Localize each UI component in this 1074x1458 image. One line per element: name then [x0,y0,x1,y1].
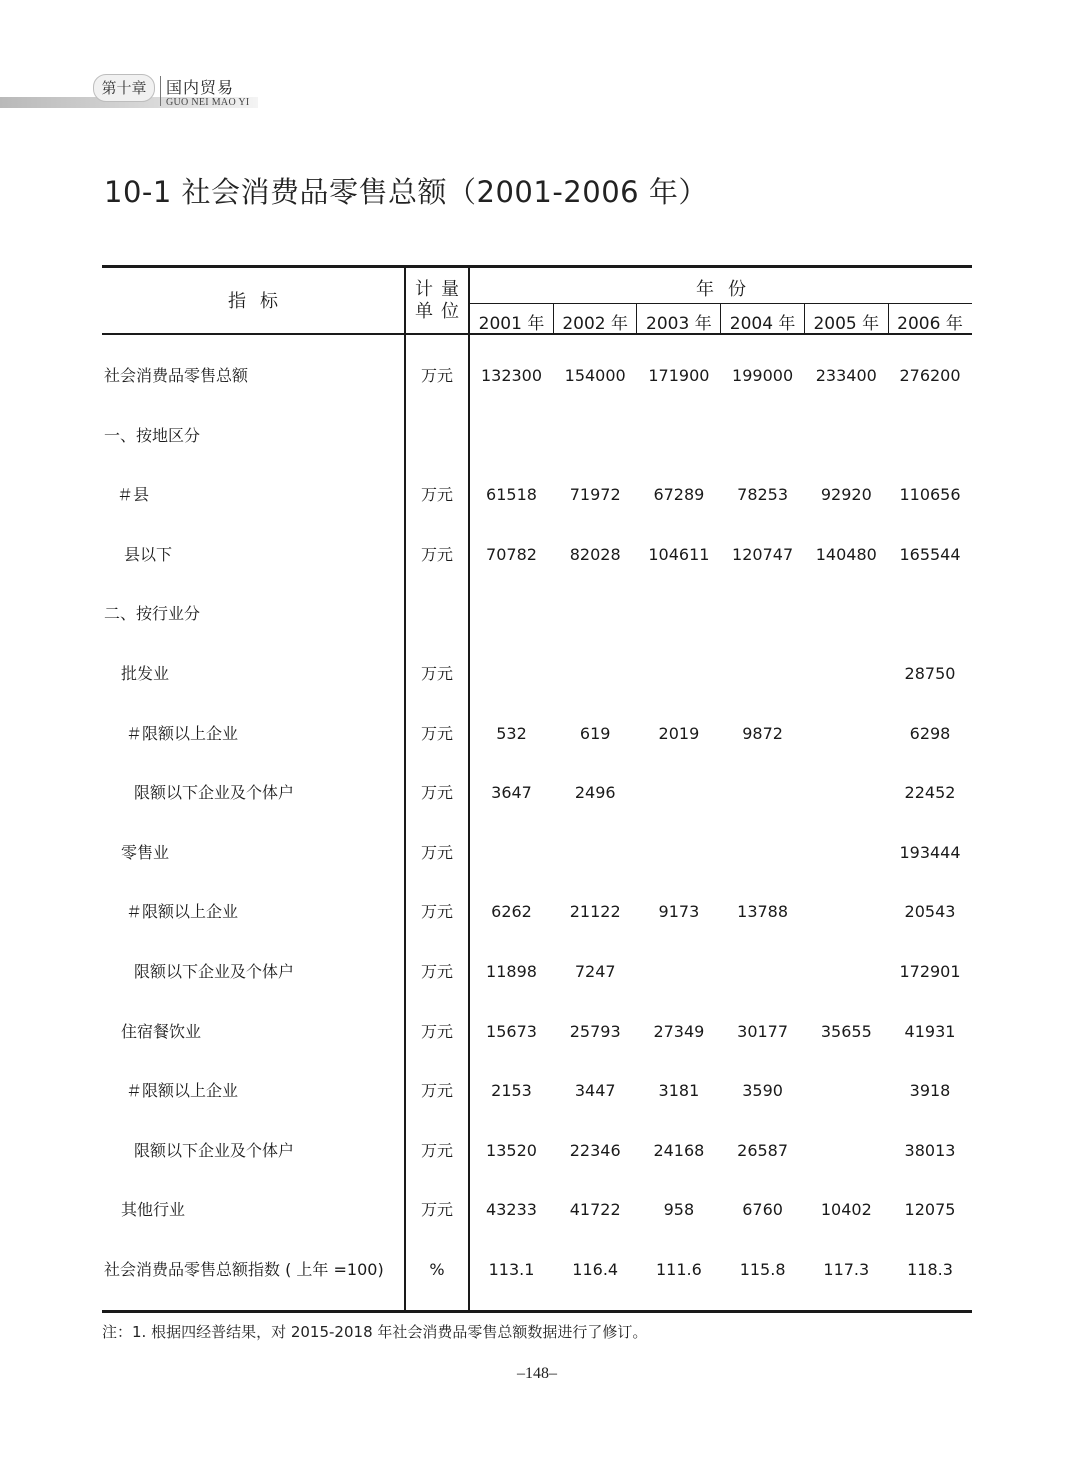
table-cell: 104611 [648,544,710,564]
table-cell: 3590 [742,1081,783,1101]
table-cell: 118.3 [907,1260,953,1279]
row-unit: % [429,1260,445,1279]
table-row [102,599,972,629]
table-cell: 27349 [653,1021,705,1041]
table-row [102,957,972,987]
row-unit: 万元 [420,842,453,862]
year-column-divider [888,303,889,333]
table-cell: 13788 [737,902,789,922]
header-divider [160,76,161,106]
table-cell: 3647 [491,783,532,803]
table-cell: 3447 [574,1081,616,1101]
header-year: 年份 [696,279,760,300]
table-cell: 132300 [480,366,543,385]
table-cell: 110656 [899,485,961,505]
year-header-cell: 2003 年 [646,314,712,334]
table-cell: 117.3 [823,1260,870,1279]
table-row [102,1076,972,1106]
table-cell: 2019 [658,723,700,743]
chapter-subtitle: GUO NEI MAO YI [166,97,250,108]
table-row [102,719,972,749]
year-header-cell: 2002 年 [562,314,629,334]
table-cell: 24168 [653,1140,705,1160]
table-cell: 71972 [569,485,621,505]
table-cell: 116.4 [572,1260,619,1279]
year-column-divider [636,303,637,333]
table-cell: 154000 [564,366,626,385]
table-cell: 35655 [820,1021,872,1041]
table-row [102,778,972,808]
table-cell: 113.1 [488,1260,535,1279]
table-cell: 67289 [653,485,705,505]
year-column-divider [720,303,721,333]
row-label: 社会消费品零售总额 [104,366,249,385]
table-cell: 6760 [742,1200,783,1220]
table-row [102,1195,972,1225]
table-cell: 958 [663,1200,695,1220]
table-row [102,361,972,391]
row-label: 零售业 [121,842,170,862]
table-cell: 78253 [737,485,789,505]
table-row [102,1017,972,1047]
table-cell: 193444 [899,842,961,862]
table-cell: 12075 [904,1200,956,1220]
header-indicator: 指标 [228,291,292,312]
row-label: ＃限额以上企业 [126,723,239,743]
table-cell: 20543 [904,902,956,922]
header-unit-line1: 计量 [415,279,467,300]
table-cell: 28750 [904,664,956,683]
row-label: ＃限额以上企业 [126,1081,239,1101]
year-header-cell: 2001 年 [478,314,545,334]
table-cell: 120747 [732,544,794,564]
row-unit: 万元 [420,1200,453,1220]
chapter-title: 国内贸易 [166,78,235,97]
row-unit: 万元 [420,366,453,385]
table-cell: 115.8 [739,1260,786,1279]
row-unit: 万元 [420,962,453,981]
row-unit: 万元 [420,1140,453,1160]
table-cell: 532 [496,723,527,743]
table-cell: 38013 [904,1140,956,1160]
table-row [102,421,972,451]
row-label: 一、按地区分 [104,425,201,445]
row-unit: 万元 [420,723,453,743]
table-cell: 70782 [486,544,537,564]
table-cell: 3918 [909,1081,951,1101]
table-cell: 15673 [486,1021,537,1041]
row-label: 社会消费品零售总额指数 ( 上年 =100) [104,1260,384,1279]
table-cell: 25793 [569,1021,621,1041]
table-cell: 171900 [648,366,710,385]
header-unit-line2: 单位 [415,301,467,322]
row-label: 批发业 [121,664,170,683]
row-label: ＃县 [117,485,150,505]
table-row [102,1136,972,1166]
table-cell: 9173 [658,902,700,922]
table-cell: 199000 [732,366,794,385]
row-label: ＃限额以上企业 [126,902,239,922]
table-row [102,838,972,868]
table-cell: 2153 [491,1081,532,1101]
table-cell: 41931 [904,1021,956,1041]
row-label: 限额以下企业及个体户 [134,783,295,803]
page-number: –148– [517,1365,557,1382]
table-cell: 11898 [486,962,537,981]
table-cell: 233400 [815,366,877,385]
table-row [102,659,972,689]
row-label: 限额以下企业及个体户 [134,1140,295,1160]
table-cell: 13520 [486,1140,537,1160]
row-unit: 万元 [420,664,453,683]
table-cell: 6262 [491,902,532,922]
header-unit [406,279,468,323]
table-cell: 165544 [899,544,961,564]
table-cell: 619 [579,723,611,743]
table-cell: 172901 [899,962,961,981]
table-cell: 26587 [737,1140,789,1160]
table-cell: 9872 [742,723,783,743]
table-row [102,1255,972,1285]
table-row [102,480,972,510]
table-cell: 82028 [569,544,621,564]
table-cell: 92920 [820,485,872,505]
table-bottom-rule [102,1310,972,1313]
table-cell: 22346 [569,1140,621,1160]
footnote: 注：1. 根据四经普结果，对 2015-2018 年社会消费品零售总额数据进行了修订。 [102,1323,648,1341]
row-unit: 万元 [420,902,453,922]
table-cell: 7247 [574,962,616,981]
table-cell: 10402 [820,1200,872,1220]
table-cell: 140480 [815,544,877,564]
table-cell: 6298 [909,723,951,743]
table-row [102,897,972,927]
year-column-divider [553,303,554,333]
table-top-rule [102,265,972,268]
row-unit: 万元 [420,783,453,803]
row-label: 限额以下企业及个体户 [134,962,295,981]
row-unit: 万元 [420,485,453,505]
table-cell: 61518 [486,485,537,505]
chapter-badge: 第十章 [93,74,155,102]
year-header-cell: 2005 年 [813,314,880,334]
row-label: 二、按行业分 [104,604,201,624]
table-cell: 43233 [486,1200,537,1220]
table-cell: 276200 [899,366,961,385]
row-label: 其他行业 [121,1200,186,1220]
table-cell: 41722 [569,1200,621,1220]
table-cell: 30177 [737,1021,789,1041]
table-cell: 22452 [904,783,956,803]
year-header-cell: 2006 年 [897,314,963,334]
row-unit: 万元 [420,1021,453,1041]
table-row [102,540,972,570]
table-cell: 2496 [574,783,616,803]
page-title: 10-1 社会消费品零售总额（2001-2006 年） [104,175,708,209]
year-header-cell: 2004 年 [729,314,796,334]
row-unit: 万元 [420,544,453,564]
row-label: 住宿餐饮业 [121,1021,202,1041]
table-cell: 111.6 [655,1260,702,1279]
row-label: 县以下 [124,544,173,564]
row-unit: 万元 [420,1081,453,1101]
table-cell: 21122 [569,902,621,922]
table-cell: 3181 [658,1081,700,1101]
year-column-divider [804,303,805,333]
